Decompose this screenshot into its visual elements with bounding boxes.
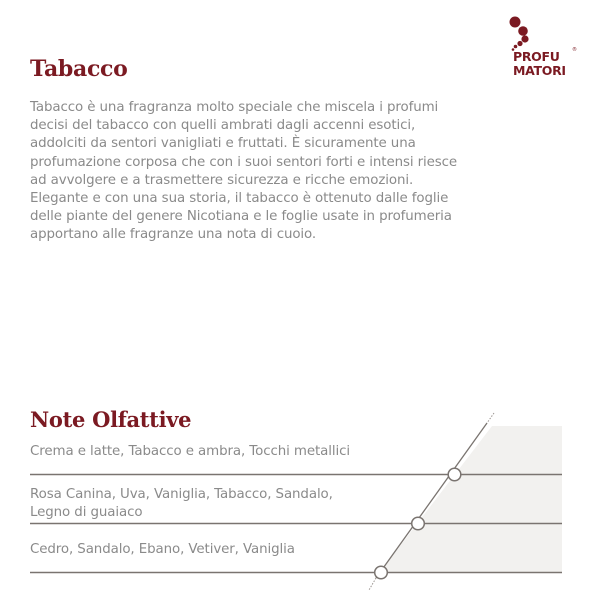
note-top: Crema e latte, Tabacco e ambra, Tocchi metallici	[30, 444, 350, 459]
node-circle-icon	[412, 517, 425, 530]
fragrance-title: Tabacco	[30, 56, 128, 82]
shaded-area	[380, 426, 562, 572]
logo-line-1: PROFU	[513, 49, 560, 64]
diagonal-dotted-bottom	[369, 578, 376, 590]
fragrance-description: Tabacco è una fragranza molto speciale che miscela i profumi decisi del tabacco con quelli ambrati dagli accenni esotici, addolciti da sentori vanigliati e fruttati. È sicuramente una profumazione corposa che con i suoi sentori forti e intensi riesce ad avvolgere e a trasmettere sicurezza e ricche emozioni. Elegante e con una sua storia, il tabacco è ottenuto dalle foglie delle piante del genere Nicotiana e le foglie usate in profumeria apportano alle fragranze una nota di cuoio.	[30, 100, 458, 243]
logo-line-2: MATORI	[513, 63, 566, 78]
diagonal-dotted-top	[487, 413, 494, 423]
node-circle-icon	[448, 468, 461, 481]
registered-mark: ®	[572, 47, 577, 53]
node-circle-icon	[375, 566, 388, 579]
note-base: Cedro, Sandalo, Ebano, Vetiver, Vaniglia	[30, 542, 295, 557]
note-heart: Rosa Canina, Uva, Vaniglia, Tabacco, Sandalo, Legno di guaiaco	[30, 487, 333, 520]
notes-title: Note Olfattive	[30, 407, 192, 432]
